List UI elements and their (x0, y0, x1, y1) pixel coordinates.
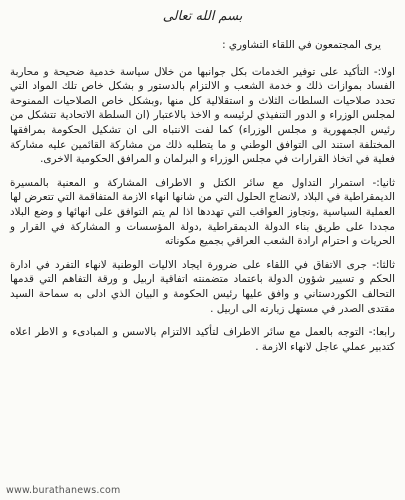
salutation-line: يرى المجتمعون في اللقاء التشاوري : (222, 39, 381, 51)
paragraph-2-text: استمرار التداول مع سائر الكتل و الاطراف المشاركة و المعنية بالمسيرة الديمقراطية في البلاد ,لانضاج الحلول التي من شانها انهاء الازمة المتفاقمة التي تتعرض لها العملية السياسية ,وتجاوز العواقب التي تهددها اذا لم يتم التوافق على انهائها و وضع البلاد مجددا على طريق بناء الدولة الديمقراطية ,دولة المؤسسات و المشاركة في القرار و الحريات و احترام ارادة الشعب العراقي بجميع مكوناته (10, 176, 395, 248)
paragraph-1 (10, 65, 395, 167)
website-watermark[interactable]: www.burathanews.com (6, 485, 121, 496)
paragraph-1-text: التأكيد على توفير الخدمات بكل جوانبها من خلال سياسة خدمية ضحيحة و محاربة الفساد بموازات ذلك و خدمة الشعب و الالتزام بالدستور و بشكل خاص تلك المواد التي تحدد صلاحيات السلطات الثلاث و استقلالية كل منها ,وبشكل خاص الصلاحيات الممنوحة لمجلس الوزراء و الدور التنفيذي لرئيسه و الاخذ بالاعتبار (ان السلطة الاتحادية تتشكل من رئيس الجمهورية و مجلس الوزراء) كما لفت الانتباه الى ان تشكيل الحكومة بمرافقها المختلفة استند الى التوافق الوطني و ما يتطلبه ذلك من مشاركة القائمين عليه مشاركة فعلية في اتخاذ القرارات في مجلس الوزراء و البرلمان و المرافق الحكومية الاخرى. (10, 65, 395, 166)
paragraph-3-label: ثالثا:- (372, 258, 395, 271)
document-header: بسم الله تعالى (162, 9, 243, 24)
paragraph-3 (10, 258, 395, 316)
paragraph-3-text: جرى الاتفاق في اللقاء على ضرورة ايجاد الاليات الوطنية لانهاء التفرد في ادارة الحكم و تسيير شؤون الدولة باعتماد متضمنته اتفاقية اربيل و ورقة التفاهم التي قدمها التحالف الكوردستاني و وافق عليها رئيس الحكومة و البيان الذي ادلى به سماحة السيد مقتدى الصدر في مستهل زيارته الى اربيل . (10, 258, 395, 315)
paragraph-1-label: اولا:- (373, 65, 395, 78)
paragraph-4-label: رابعا:- (368, 326, 396, 339)
document-body (10, 32, 395, 363)
paragraph-2-label: ثانيا:- (372, 176, 395, 189)
paragraph-2 (10, 176, 395, 249)
paragraph-4-text: التوجه بالعمل مع سائر الاطراف لتأكيد الالتزام بالاسس و المبادىء و الاطر اعلاه كتدبير عملي عاجل لانهاء الازمة . (10, 326, 395, 353)
paragraph-4 (10, 325, 395, 354)
